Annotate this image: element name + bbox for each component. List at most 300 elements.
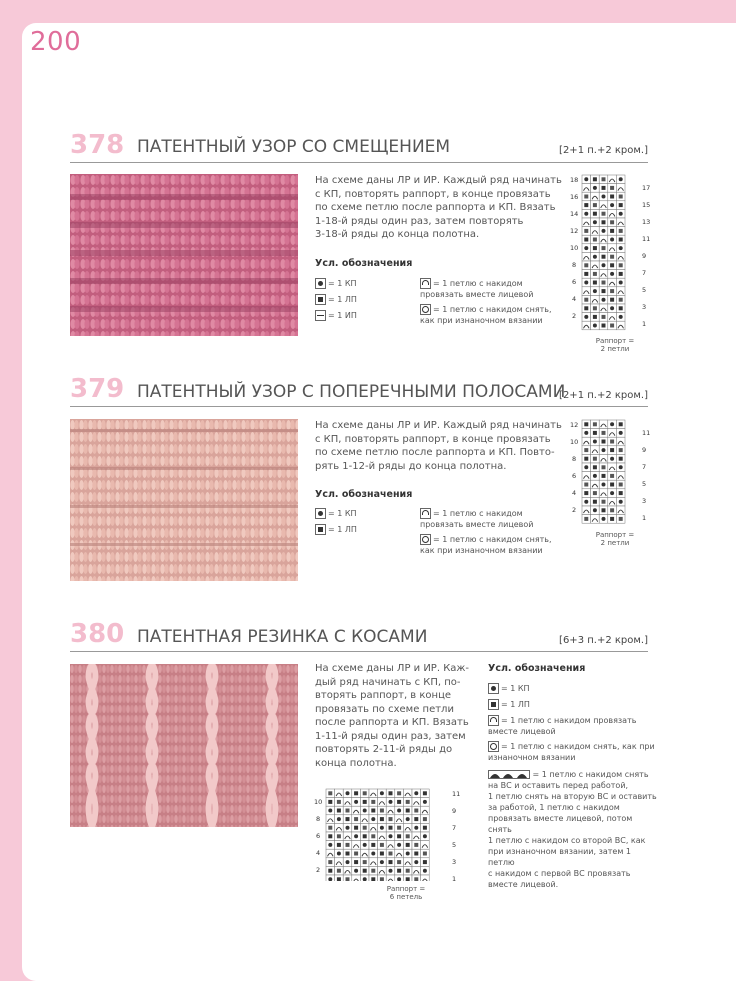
chart-symbol bbox=[406, 852, 410, 856]
row-label: 6 bbox=[572, 278, 577, 286]
chart-cell bbox=[352, 875, 361, 881]
chart-symbol bbox=[610, 263, 614, 267]
chart-symbol bbox=[423, 791, 427, 795]
row-label: 6 bbox=[316, 832, 321, 840]
chart-symbol bbox=[371, 852, 375, 856]
chart-symbol bbox=[602, 186, 606, 190]
chart-symbol bbox=[389, 869, 393, 873]
chart-symbol bbox=[593, 177, 597, 181]
chart-symbol bbox=[602, 448, 606, 452]
chart-symbol bbox=[423, 826, 427, 830]
row-label: 3 bbox=[452, 858, 457, 866]
chart-symbol bbox=[354, 826, 358, 830]
row-label: 12 bbox=[570, 421, 579, 429]
chart-symbol bbox=[602, 263, 606, 267]
row-label: 10 bbox=[570, 244, 579, 252]
chart-symbol bbox=[584, 272, 588, 276]
chart-symbol bbox=[328, 800, 332, 804]
description-line: вторять раппорт, в конце bbox=[315, 690, 452, 701]
chart-symbol bbox=[354, 869, 358, 873]
chart-symbol bbox=[610, 440, 614, 444]
chart-symbol bbox=[363, 791, 367, 795]
legend-text: за работой, 1 петлю с накидом bbox=[488, 803, 620, 812]
chart-symbol bbox=[346, 852, 350, 856]
chart-symbol bbox=[602, 195, 606, 199]
row-label: 13 bbox=[642, 218, 651, 226]
chart-symbol bbox=[354, 834, 358, 838]
chart-symbol bbox=[610, 186, 614, 190]
stitch-chart bbox=[312, 786, 467, 881]
chart-symbol bbox=[602, 465, 606, 469]
chart-symbol bbox=[610, 457, 614, 461]
chart-caption: 6 петель bbox=[389, 893, 423, 901]
chart-symbol bbox=[619, 195, 623, 199]
chart-symbol bbox=[593, 255, 597, 259]
chart-symbol bbox=[610, 229, 614, 233]
chart-symbol bbox=[593, 491, 597, 495]
pattern-title: ПАТЕНТНЫЙ УЗОР СО СМЕЩЕНИЕМ bbox=[137, 137, 451, 157]
chart-symbol bbox=[328, 809, 332, 813]
chart-symbol bbox=[584, 517, 588, 521]
legend-text: = 1 КП bbox=[328, 279, 357, 288]
chart-symbol bbox=[423, 860, 427, 864]
chart-symbol bbox=[602, 229, 606, 233]
chart-symbol bbox=[619, 263, 623, 267]
chart-symbol bbox=[337, 852, 341, 856]
chart-symbol bbox=[328, 791, 332, 795]
chart-symbol bbox=[610, 474, 614, 478]
chart-symbol bbox=[328, 826, 332, 830]
chart-symbol bbox=[380, 826, 384, 830]
chart-symbol bbox=[584, 500, 588, 504]
chart-symbol bbox=[414, 809, 418, 813]
chart-symbol bbox=[363, 809, 367, 813]
chart-symbol bbox=[337, 877, 341, 881]
row-label: 8 bbox=[572, 261, 577, 269]
chart-symbol bbox=[371, 877, 375, 881]
chart-symbol bbox=[619, 465, 623, 469]
row-label: 2 bbox=[572, 506, 577, 514]
legend-text: как при изнаночном вязании bbox=[420, 546, 543, 555]
repeat-formula: [2+1 п.+2 кром.] bbox=[559, 390, 648, 401]
knit-stitch-icon bbox=[315, 278, 326, 289]
description-line: На схеме даны ЛР и ИР. Каждый ряд начинать bbox=[315, 175, 562, 186]
description-line: провязать по схеме петли bbox=[315, 703, 454, 715]
chart-symbol bbox=[593, 306, 597, 310]
purl-stitch-icon bbox=[488, 699, 499, 710]
chart-symbol bbox=[584, 457, 588, 461]
chart-symbol bbox=[593, 238, 597, 242]
pattern-number: 378 bbox=[70, 130, 125, 160]
chart-symbol bbox=[619, 229, 623, 233]
chart-symbol bbox=[602, 255, 606, 259]
chart-symbol bbox=[406, 834, 410, 838]
legend-text: = 1 ИП bbox=[328, 311, 357, 320]
chart-symbol bbox=[423, 869, 427, 873]
description-line: рять 1-12-й ряды до конца полотна. bbox=[315, 460, 507, 472]
row-label: 8 bbox=[316, 815, 321, 823]
chart-symbol bbox=[593, 272, 597, 276]
chart-symbol bbox=[602, 212, 606, 216]
chart-symbol bbox=[337, 817, 341, 821]
row-label: 5 bbox=[642, 286, 647, 294]
chart-symbol bbox=[593, 203, 597, 207]
stitch-chart bbox=[565, 172, 655, 332]
chart-symbol bbox=[584, 491, 588, 495]
chart-symbol bbox=[593, 440, 597, 444]
chart-symbol bbox=[389, 826, 393, 830]
chart-symbol bbox=[619, 238, 623, 242]
chart-symbol bbox=[619, 483, 623, 487]
chart-symbol bbox=[619, 306, 623, 310]
chart-symbol bbox=[337, 834, 341, 838]
chart-symbol bbox=[423, 817, 427, 821]
description-line: 3-18-й ряды до конца полотна. bbox=[315, 229, 480, 240]
chart-symbol bbox=[397, 834, 401, 838]
chart-symbol bbox=[584, 306, 588, 310]
slip-with-yarnover-icon bbox=[488, 741, 499, 752]
chart-symbol bbox=[610, 220, 614, 224]
chart-symbol bbox=[610, 298, 614, 302]
description-line: конца полотна. bbox=[315, 757, 397, 769]
chart-symbol bbox=[619, 281, 623, 285]
knit-stitch-icon bbox=[315, 508, 326, 519]
chart-symbol bbox=[389, 817, 393, 821]
chart-symbol bbox=[380, 843, 384, 847]
row-label: 5 bbox=[452, 841, 457, 849]
chart-symbol bbox=[354, 852, 358, 856]
chart-symbol bbox=[337, 843, 341, 847]
legend-text: при изнаночном вязании, затем 1 петлю bbox=[488, 847, 631, 867]
legend-text: = 1 петлю с накидом bbox=[433, 509, 523, 518]
chart-symbol bbox=[363, 800, 367, 804]
chart-symbol bbox=[584, 483, 588, 487]
chart-symbol bbox=[619, 315, 623, 319]
chart-symbol bbox=[619, 246, 623, 250]
chart-symbol bbox=[337, 869, 341, 873]
chart-symbol bbox=[354, 817, 358, 821]
chart-symbol bbox=[610, 483, 614, 487]
legend-text: с накидом с первой ВС провязать bbox=[488, 869, 631, 878]
row-label: 15 bbox=[642, 201, 651, 209]
description-line: по схеме петлю после раппорта и КП. Вязать bbox=[315, 202, 556, 213]
legend-title: Усл. обозначения bbox=[488, 663, 586, 674]
description-line: с КП, повторять раппорт, в конце провязать bbox=[315, 188, 551, 200]
description-line: повторять 2-11-й ряды до bbox=[315, 744, 453, 755]
chart-symbol bbox=[610, 448, 614, 452]
chart-caption: Раппорт = bbox=[386, 885, 426, 893]
chart-symbol bbox=[371, 834, 375, 838]
chart-cell bbox=[386, 875, 395, 881]
chart-symbol bbox=[610, 324, 614, 328]
chart-symbol bbox=[389, 860, 393, 864]
knit-sample-photo bbox=[70, 174, 298, 336]
chart-symbol bbox=[602, 281, 606, 285]
chart-symbol bbox=[602, 517, 606, 521]
divider bbox=[70, 406, 648, 407]
slip-with-yarnover-icon bbox=[420, 534, 431, 545]
legend-text: на ВС и оставить перед работой, bbox=[488, 781, 629, 790]
chart-symbol bbox=[328, 869, 332, 873]
chart-symbol bbox=[389, 834, 393, 838]
chart-symbol bbox=[619, 491, 623, 495]
chart-symbol bbox=[354, 800, 358, 804]
chart-symbol bbox=[371, 800, 375, 804]
chart-symbol bbox=[619, 272, 623, 276]
legend-text: вместе лицевой bbox=[488, 727, 556, 736]
chart-symbol bbox=[380, 791, 384, 795]
repeat-formula: [6+3 п.+2 кром.] bbox=[559, 635, 648, 646]
chart-symbol bbox=[602, 440, 606, 444]
chart-symbol bbox=[602, 508, 606, 512]
stitch-with-yarnover-icon bbox=[488, 715, 499, 726]
legend-text: = 1 петлю с накидом снять, bbox=[433, 535, 552, 544]
legend-text: = 1 петлю с накидом снять bbox=[532, 770, 649, 779]
legend-text: как при изнаночном вязании bbox=[420, 316, 543, 325]
chart-symbol bbox=[363, 834, 367, 838]
chart-symbol bbox=[584, 238, 588, 242]
chart-symbol bbox=[602, 289, 606, 293]
chart-symbol bbox=[397, 826, 401, 830]
chart-cell bbox=[421, 875, 430, 881]
chart-symbol bbox=[354, 860, 358, 864]
chart-symbol bbox=[593, 324, 597, 328]
description-line: 1-18-й ряды один раз, затем повторять bbox=[315, 215, 524, 227]
chart-symbol bbox=[602, 246, 606, 250]
chart-symbol bbox=[619, 431, 623, 435]
chart-symbol bbox=[414, 860, 418, 864]
chart-symbol bbox=[584, 281, 588, 285]
stitch-with-yarnover-icon bbox=[420, 508, 431, 519]
chart-symbol bbox=[363, 860, 367, 864]
chart-symbol bbox=[328, 860, 332, 864]
description-line: На схеме даны ЛР и ИР. Каждый ряд начинать bbox=[315, 420, 562, 431]
chart-symbol bbox=[610, 255, 614, 259]
pattern-title: ПАТЕНТНЫЙ УЗОР С ПОПЕРЕЧНЫМИ ПОЛОСАМИ bbox=[137, 382, 566, 402]
chart-symbol bbox=[593, 315, 597, 319]
chart-symbol bbox=[414, 852, 418, 856]
chart-symbol bbox=[593, 474, 597, 478]
chart-symbol bbox=[397, 800, 401, 804]
chart-symbol bbox=[610, 238, 614, 242]
chart-symbol bbox=[346, 817, 350, 821]
chart-symbol bbox=[363, 826, 367, 830]
chart-symbol bbox=[584, 422, 588, 426]
purl-stitch-icon bbox=[315, 524, 326, 535]
chart-symbol bbox=[380, 817, 384, 821]
chart-symbol bbox=[584, 315, 588, 319]
chart-symbol bbox=[328, 834, 332, 838]
chart-symbol bbox=[619, 212, 623, 216]
chart-symbol bbox=[346, 877, 350, 881]
chart-symbol bbox=[389, 800, 393, 804]
chart-symbol bbox=[619, 203, 623, 207]
chart-symbol bbox=[593, 508, 597, 512]
row-label: 4 bbox=[316, 849, 321, 857]
chart-symbol bbox=[610, 195, 614, 199]
chart-symbol bbox=[337, 800, 341, 804]
chart-symbol bbox=[602, 298, 606, 302]
divider bbox=[70, 162, 648, 163]
chart-symbol bbox=[423, 800, 427, 804]
chart-caption: Раппорт = bbox=[595, 531, 635, 539]
chart-symbol bbox=[371, 869, 375, 873]
chart-symbol bbox=[363, 843, 367, 847]
description-line: после раппорта и КП. Вязать bbox=[315, 717, 469, 728]
chart-symbol bbox=[397, 869, 401, 873]
chart-symbol bbox=[593, 465, 597, 469]
row-label: 11 bbox=[642, 429, 651, 437]
page-number: 200 bbox=[30, 27, 82, 57]
row-label: 11 bbox=[642, 235, 651, 243]
row-label: 2 bbox=[316, 866, 321, 874]
row-label: 2 bbox=[572, 312, 577, 320]
legend-text: изнаночном вязании bbox=[488, 753, 576, 762]
row-label: 18 bbox=[570, 176, 579, 184]
chart-symbol bbox=[328, 843, 332, 847]
row-label: 11 bbox=[452, 790, 461, 798]
legend-text: = 1 ЛП bbox=[328, 295, 357, 304]
chart-symbol bbox=[593, 212, 597, 216]
chart-symbol bbox=[380, 809, 384, 813]
legend-text: = 1 петлю с накидом провязать bbox=[501, 716, 637, 725]
divider bbox=[70, 651, 648, 652]
chart-caption: 2 петли bbox=[600, 539, 630, 547]
chart-symbol bbox=[371, 843, 375, 847]
knit-sample-photo bbox=[70, 664, 298, 827]
chart-symbol bbox=[619, 448, 623, 452]
chart-symbol bbox=[610, 306, 614, 310]
stitch-chart bbox=[565, 417, 655, 527]
chart-symbol bbox=[423, 834, 427, 838]
description-line: с КП, повторять раппорт, в конце провязать bbox=[315, 433, 551, 445]
chart-symbol bbox=[610, 272, 614, 276]
knit-sample-photo bbox=[70, 419, 298, 581]
legend-text: вместе лицевой. bbox=[488, 880, 559, 889]
row-label: 7 bbox=[452, 824, 457, 832]
chart-symbol bbox=[414, 817, 418, 821]
row-label: 7 bbox=[642, 269, 647, 277]
chart-symbol bbox=[406, 843, 410, 847]
chart-symbol bbox=[406, 877, 410, 881]
chart-symbol bbox=[610, 422, 614, 426]
pattern-number: 379 bbox=[70, 374, 125, 404]
chart-symbol bbox=[406, 809, 410, 813]
chart-symbol bbox=[593, 431, 597, 435]
row-label: 9 bbox=[642, 252, 647, 260]
chart-symbol bbox=[346, 843, 350, 847]
chart-symbol bbox=[619, 500, 623, 504]
chart-caption: 2 петли bbox=[600, 345, 630, 353]
legend-text: = 1 ЛП bbox=[328, 525, 357, 534]
row-label: 4 bbox=[572, 295, 577, 303]
legend-text: провязать вместе лицевой bbox=[420, 290, 534, 299]
row-label: 12 bbox=[570, 227, 579, 235]
wrong-side-stitch-icon bbox=[315, 310, 326, 321]
chart-symbol bbox=[610, 289, 614, 293]
description-line: дый ряд начинать с КП, по- bbox=[315, 676, 461, 688]
row-label: 9 bbox=[642, 446, 647, 454]
cable-cross-icon bbox=[488, 770, 530, 779]
chart-symbol bbox=[584, 448, 588, 452]
row-label: 1 bbox=[642, 320, 647, 328]
repeat-formula: [2+1 п.+2 кром.] bbox=[559, 145, 648, 156]
chart-symbol bbox=[363, 869, 367, 873]
chart-symbol bbox=[593, 500, 597, 504]
chart-symbol bbox=[346, 826, 350, 830]
chart-symbol bbox=[584, 465, 588, 469]
chart-symbol bbox=[610, 203, 614, 207]
chart-symbol bbox=[593, 422, 597, 426]
chart-symbol bbox=[406, 800, 410, 804]
chart-symbol bbox=[397, 843, 401, 847]
row-label: 16 bbox=[570, 193, 579, 201]
chart-symbol bbox=[584, 431, 588, 435]
chart-symbol bbox=[593, 246, 597, 250]
row-label: 4 bbox=[572, 489, 577, 497]
chart-symbol bbox=[346, 860, 350, 864]
chart-symbol bbox=[380, 860, 384, 864]
chart-symbol bbox=[414, 843, 418, 847]
legend-text: = 1 КП bbox=[328, 509, 357, 518]
legend-text: = 1 КП bbox=[501, 684, 530, 693]
chart-symbol bbox=[423, 852, 427, 856]
chart-symbol bbox=[354, 791, 358, 795]
legend-title: Усл. обозначения bbox=[315, 489, 413, 500]
row-label: 10 bbox=[314, 798, 323, 806]
description-line: На схеме даны ЛР и ИР. Каж- bbox=[315, 663, 470, 674]
row-label: 5 bbox=[642, 480, 647, 488]
chart-symbol bbox=[371, 809, 375, 813]
chart-symbol bbox=[414, 791, 418, 795]
chart-symbol bbox=[619, 177, 623, 181]
chart-symbol bbox=[584, 212, 588, 216]
chart-symbol bbox=[389, 791, 393, 795]
row-label: 9 bbox=[452, 807, 457, 815]
chart-symbol bbox=[371, 817, 375, 821]
row-label: 17 bbox=[642, 184, 651, 192]
knit-stitch-icon bbox=[488, 683, 499, 694]
chart-symbol bbox=[602, 315, 606, 319]
chart-symbol bbox=[414, 826, 418, 830]
pattern-number: 380 bbox=[70, 619, 125, 649]
legend-text: = 1 ЛП bbox=[501, 700, 530, 709]
pattern-title: ПАТЕНТНАЯ РЕЗИНКА С КОСАМИ bbox=[137, 627, 428, 647]
chart-symbol bbox=[380, 877, 384, 881]
legend-text: = 1 петлю с накидом снять, bbox=[433, 305, 552, 314]
chart-symbol bbox=[610, 508, 614, 512]
row-label: 1 bbox=[642, 514, 647, 522]
chart-symbol bbox=[602, 220, 606, 224]
chart-symbol bbox=[602, 431, 606, 435]
chart-symbol bbox=[602, 474, 606, 478]
chart-symbol bbox=[593, 186, 597, 190]
legend-text: = 1 петлю с накидом снять, как при bbox=[501, 742, 655, 751]
chart-symbol bbox=[584, 229, 588, 233]
chart-symbol bbox=[619, 517, 623, 521]
chart-symbol bbox=[397, 809, 401, 813]
description-line: по схеме петлю после раппорта и КП. Повто- bbox=[315, 447, 555, 458]
chart-symbol bbox=[389, 852, 393, 856]
row-label: 6 bbox=[572, 472, 577, 480]
chart-symbol bbox=[584, 298, 588, 302]
chart-symbol bbox=[414, 877, 418, 881]
slip-with-yarnover-icon bbox=[420, 304, 431, 315]
chart-symbol bbox=[602, 324, 606, 328]
legend-text: провязать вместе лицевой bbox=[420, 520, 534, 529]
legend-text: 1 петлю снять на вторую ВС и оставить bbox=[488, 792, 657, 801]
legend-text: провязать вместе лицевой, потом снять bbox=[488, 814, 633, 834]
